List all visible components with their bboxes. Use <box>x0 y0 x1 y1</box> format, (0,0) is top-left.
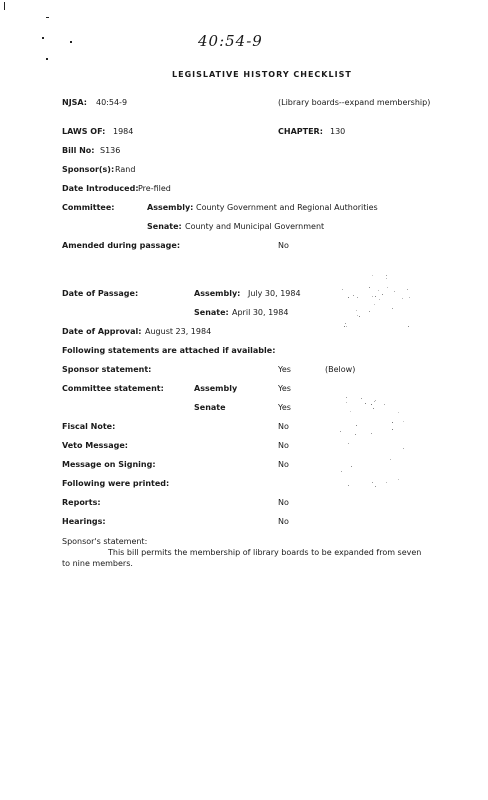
committee-senate-label: Senate: <box>147 222 182 231</box>
scan-dot <box>407 289 408 290</box>
committee-statement-assembly-label: Assembly <box>194 384 238 393</box>
scan-dot <box>375 486 376 487</box>
scan-dot <box>346 397 347 398</box>
scan-dot <box>373 408 374 409</box>
scan-dot <box>386 275 387 276</box>
committee-statement-senate-label: Senate <box>194 403 226 412</box>
message-on-signing-value: No <box>278 460 289 469</box>
reports-value: No <box>278 498 289 507</box>
scan-dot <box>378 290 379 291</box>
speck <box>42 37 44 39</box>
committee-assembly-value: County Government and Regional Authorities <box>196 203 378 212</box>
hearings-value: No <box>278 517 289 526</box>
scan-dot <box>403 421 404 422</box>
scan-dot <box>341 471 342 472</box>
scan-dot <box>340 431 341 432</box>
scan-dot <box>386 482 387 483</box>
committee-statement-assembly-value: Yes <box>278 384 291 393</box>
passage-senate-label: Senate: <box>194 308 229 317</box>
scan-dot <box>372 275 373 276</box>
laws-of-value: 1984 <box>113 127 134 136</box>
sponsor-statement-note: (Below) <box>325 365 356 374</box>
scan-dot <box>408 326 409 327</box>
scan-dot <box>409 297 410 298</box>
statement-line-1: This bill permits the membership of library boards to be expanded from seven <box>108 548 422 557</box>
committee-statement-label: Committee statement: <box>62 384 164 393</box>
scan-dot <box>371 433 372 434</box>
scan-dot <box>357 315 358 316</box>
scan-dot <box>342 289 343 290</box>
scan-dot <box>402 298 403 299</box>
sponsors-label: Sponsor(s): <box>62 165 115 174</box>
sponsors-value: Rand <box>115 165 136 174</box>
date-of-approval-value: August 23, 1984 <box>145 327 212 336</box>
committee-assembly-label: Assembly: <box>147 203 194 212</box>
scan-dot <box>346 402 347 403</box>
scan-dot <box>348 297 349 298</box>
njsa-subject: (Library boards--expand membership) <box>278 98 431 107</box>
scan-dot <box>386 278 387 279</box>
amended-value: No <box>278 241 289 250</box>
scan-dot <box>356 310 357 311</box>
scan-dot <box>384 404 385 405</box>
scan-dot <box>374 304 375 305</box>
handwritten-citation: 40:54-9 <box>198 32 263 50</box>
passage-assembly-value: July 30, 1984 <box>248 289 301 298</box>
scan-dot <box>372 482 373 483</box>
date-of-passage-label: Date of Passage: <box>62 289 139 298</box>
scan-dot <box>355 434 356 435</box>
scan-dot <box>348 443 349 444</box>
veto-message-label: Veto Message: <box>62 441 128 450</box>
date-of-approval-label: Date of Approval: <box>62 327 142 336</box>
scan-dot <box>369 287 370 288</box>
scan-dot <box>356 425 357 426</box>
speck <box>46 17 49 18</box>
njsa-value: 40:54-9 <box>96 98 128 107</box>
scan-dot <box>387 287 388 288</box>
statements-heading: Following statements are attached if available: <box>62 346 276 355</box>
scan-dot <box>346 326 347 327</box>
printed-heading: Following were printed: <box>62 479 170 488</box>
sponsor-statement-label: Sponsor statement: <box>62 365 152 374</box>
statement-line-2: to nine members. <box>62 559 133 568</box>
speck <box>70 41 72 43</box>
page-title: LEGISLATIVE HISTORY CHECKLIST <box>172 70 352 79</box>
date-introduced-value: Pre-filed <box>138 184 171 193</box>
scan-dot <box>392 429 393 430</box>
scan-dot <box>392 308 393 309</box>
amended-label: Amended during passage: <box>62 241 181 250</box>
date-introduced-label: Date Introduced: <box>62 184 139 193</box>
committee-statement-senate-value: Yes <box>278 403 291 412</box>
veto-message-value: No <box>278 441 289 450</box>
njsa-label: NJSA: <box>62 98 87 107</box>
scan-dot <box>398 412 399 413</box>
margin-mark <box>4 2 5 10</box>
scan-dot <box>361 398 362 399</box>
hearings-label: Hearings: <box>62 517 106 526</box>
scan-dot <box>369 311 370 312</box>
reports-label: Reports: <box>62 498 101 507</box>
scan-dot <box>344 326 345 327</box>
scan-dot <box>403 448 404 449</box>
scan-dot <box>375 400 376 401</box>
committee-label: Committee: <box>62 203 115 212</box>
bill-no-label: Bill No: <box>62 146 95 155</box>
scan-dot <box>359 316 360 317</box>
scan-dot <box>348 485 349 486</box>
laws-of-label: LAWS OF: <box>62 127 106 136</box>
scan-dot <box>374 401 375 402</box>
scan-dot <box>365 403 366 404</box>
statement-label: Sponsor's statement: <box>62 537 148 546</box>
scan-dot <box>398 479 399 480</box>
fiscal-note-value: No <box>278 422 289 431</box>
scan-dot <box>345 323 346 324</box>
fiscal-note-label: Fiscal Note: <box>62 422 116 431</box>
chapter-label: CHAPTER: <box>278 127 323 136</box>
scan-dot <box>351 466 352 467</box>
scan-dot <box>392 422 393 423</box>
passage-assembly-label: Assembly: <box>194 289 241 298</box>
scan-dot <box>372 296 373 297</box>
message-on-signing-label: Message on Signing: <box>62 460 156 469</box>
scan-dot <box>379 299 380 300</box>
passage-senate-value: April 30, 1984 <box>232 308 289 317</box>
scan-dot <box>394 291 395 292</box>
speck <box>46 58 48 60</box>
scan-dot <box>350 411 351 412</box>
scan-dot <box>357 297 358 298</box>
scan-dot <box>390 459 391 460</box>
scan-dot <box>353 295 354 296</box>
scan-dot <box>375 296 376 297</box>
scan-dot <box>382 294 383 295</box>
committee-senate-value: County and Municipal Government <box>185 222 325 231</box>
sponsor-statement-value: Yes <box>278 365 291 374</box>
scan-dot <box>371 404 372 405</box>
bill-no-value: S136 <box>100 146 121 155</box>
chapter-value: 130 <box>330 127 346 136</box>
